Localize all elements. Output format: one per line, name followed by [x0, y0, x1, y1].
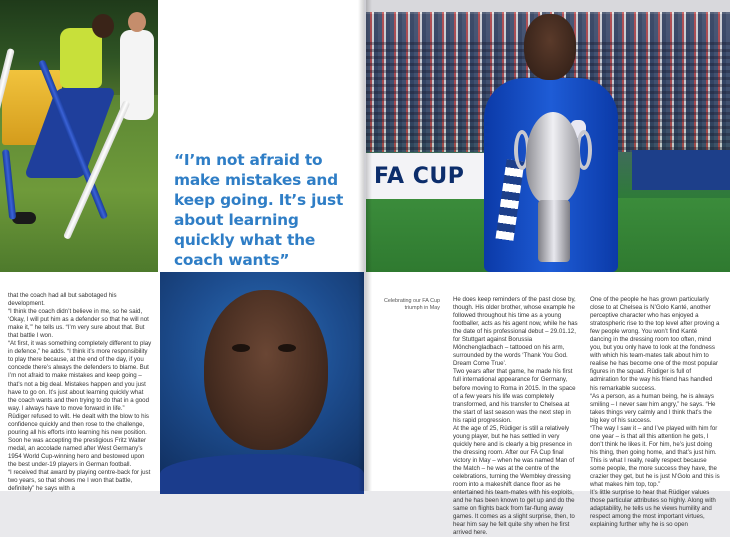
photo-caption: Celebrating our FA Cup triumph in May [383, 298, 440, 311]
paragraph: “I received that award by playing centre-back for just two years, so that shows me I won that battle, definitely” he says with a [8, 469, 151, 493]
article-column-middle [453, 296, 579, 537]
paragraph: “The way I saw it – and I’ve played with him for one year – is that all this attention he gets, I don’t think he likes it. For him, he’s just doing his thing, then going home, and that’s just him. This is what I really, really respect because some people, the more success they have, the crazier they get, but he is just N’Golo and this is what makes him top, top.” [590, 424, 720, 489]
paragraph: At the age of 25, Rüdiger is still a relatively young player, but he has settled in very quickly here and is clearly a big presence in the dressing room. After our FA Cup final victory in May – when he was named Man of the Match – he was at the centre of the celebrations, turning the Wembley dressing room into a makeshift dance floor as he entertained his team-mates with his exploits, and he has been known to get up and do the same on flights back from far-flung away games. It comes as a slight surprise, then, to hear him say he felt quite shy when he first arrived here. [453, 424, 575, 537]
paragraph: Rüdiger refused to wilt. He dealt with the blow to his confidence quickly and then rose to the challenge, pouring all his efforts into learning his new position. Soon he was accepting the prestigious Fritz Walter medal, an accolade named after West Germany’s 1954 World Cup-winning hero and bestowed upon the best under-19 players in German football. [8, 412, 149, 468]
paragraph: One of the people he has grown particularly close to at Chelsea is N’Golo Kanté, another perceptive character who has enjoyed a stratospheric rise to the top level after proving a few people wrong. You won’t find Kanté dancing in the dressing room too often, mind you, but you only have to look at the fondness with which his team-mates talk about him to realise he has become one of the most popular figures in the squad. Rüdiger is full of admiration for the way his friend has handled his remarkable success. [590, 296, 720, 392]
trophy-photo [366, 0, 730, 272]
paragraph: He does keep reminders of the past close by, though. His older brother, whose example he followed throughout his time as a young footballer, acts as his agent now, while he has the date of his professional debut – 29.01.12, for Stuttgart against Borussia Mönchengladbach – tattooed on his arm, surrounded by the words ‘Thank You God. Dream Come True’. [453, 296, 578, 368]
fa-cup-banner-text: FA CUP [374, 164, 465, 189]
paragraph: “As a person, as a human being, he is always smiling – I never saw him angry,” he says. “He takes things very calmly and I think that’s the big key of his success. [590, 392, 716, 424]
paragraph: “I think the coach didn’t believe in me, so he said, ‘Okay, I will put him as a defender so that he will not make it,’” he tells us. “I’m very sure about that. But that battle I won. [8, 308, 149, 340]
paragraph: It’s little surprise to hear that Rüdiger values those particular attributes so highly. Along with adaptability, he tells us he views humility and respect among the most important virtues, explaining further why he is so open [590, 489, 716, 529]
paragraph: that the coach had all but sabotaged his development. [8, 292, 117, 308]
article-column-left [8, 292, 152, 493]
article-column-right [590, 296, 720, 529]
portrait-photo [160, 272, 364, 491]
pull-quote: “I’m not afraid to make mistakes and keep going. It’s just about learning quickly what the coach wants” [174, 151, 344, 269]
paragraph: Two years after that game, he made his first full international appearance for Germany, before moving to Roma in 2015. In the space of a few years his life was completely transformed, and his transfer to Chelsea at the start of last season was the next step in his rapid progression. [453, 368, 576, 424]
training-photo [0, 0, 158, 272]
fa-cup-trophy [526, 112, 580, 204]
paragraph: “At first, it was something completely different to play in defence,” he adds. “I think it’s more responsibility to play there because, at the end of the day, if you concede there’s always the defenders to blame. But I’m not afraid to make mistakes and keep going – that’s not a big deal. Mistakes happen and you just have to go on. It’s just about learning quickly what the coach wants and then trying to do that in a good way. I always have to move forward in life.” [8, 340, 152, 412]
